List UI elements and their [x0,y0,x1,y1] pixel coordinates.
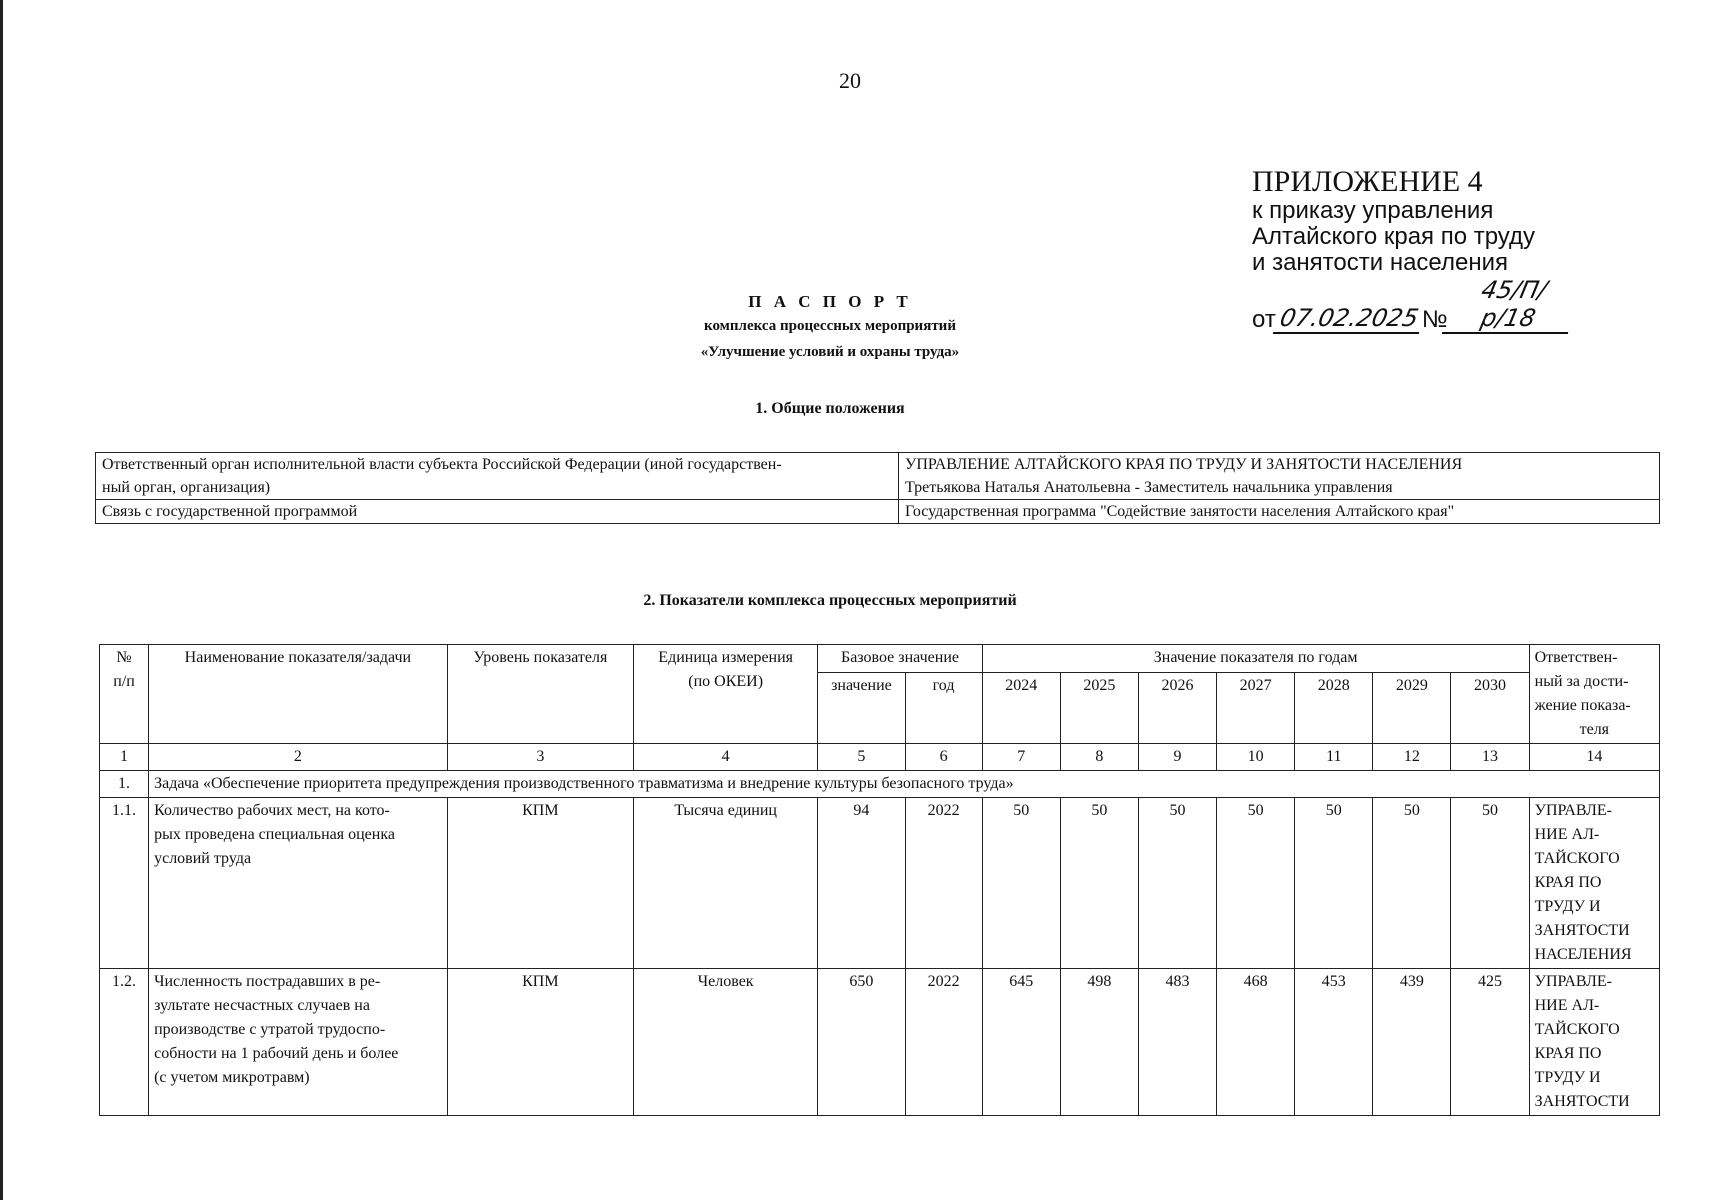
column-number: 9 [1138,744,1216,771]
number-label: № [1421,306,1448,333]
base-value: 650 [818,969,905,1116]
header-text: № [116,649,132,666]
task-num: 1. [100,771,149,798]
column-number: 12 [1373,744,1451,771]
cell-line: ЗАНЯТОСТИ [1534,1093,1630,1110]
indicator-name [149,969,448,1116]
cell-text: ный орган, организация) [102,479,271,496]
passport-title: П А С П О Р Т [748,292,912,311]
header-text: (по ОКЕИ) [688,673,764,690]
from-label: от [1252,306,1276,333]
header-year: 2029 [1373,673,1451,744]
column-number: 8 [1060,744,1138,771]
cell-line: ТРУДУ И [1534,898,1601,915]
year-value: 468 [1217,969,1295,1116]
year-value: 50 [1451,798,1529,969]
cell-line: УПРАВЛЕ- [1534,802,1612,819]
header-responsible [1529,645,1659,744]
column-number: 1 [100,744,149,771]
header-base-value: значение [818,673,905,744]
appendix-line: к приказу управления [1252,197,1494,224]
column-number: 6 [905,744,982,771]
passport-subtitle: комплекса процессных мероприятий [704,318,956,334]
year-value: 425 [1451,969,1529,1116]
year-value: 498 [1060,969,1138,1116]
column-number: 13 [1451,744,1529,771]
header-level: Уровень показателя [447,645,633,744]
passport-subtitle-2: «Улучшение условий и охраны труда» [700,344,960,360]
appendix-line: и занятости населения [1252,249,1508,276]
responsible [1529,969,1659,1116]
task-text: Задача «Обеспечение приоритета предупреждения производственного травматизма и внедрение культуры безопасного труда» [149,771,1660,798]
base-year: 2022 [905,969,982,1116]
base-year: 2022 [905,798,982,969]
cell-line: Численность пострадавших в ре- [154,973,381,990]
cell-text: Третьякова Наталья Анатольевна - Заместитель начальника управления [905,479,1393,496]
year-value: 50 [1217,798,1295,969]
year-value: 483 [1138,969,1216,1116]
column-number: 4 [634,744,818,771]
handwritten-date: 07.02.2025 [1273,304,1425,334]
column-number: 11 [1295,744,1373,771]
indicator-level: КПМ [447,798,633,969]
cell-text: Ответственный орган исполнительной власти субъекта Российской Федерации (иной государствен- [102,456,782,473]
year-value: 50 [1060,798,1138,969]
indicator-name [149,798,448,969]
column-number: 3 [447,744,633,771]
year-value: 50 [1138,798,1216,969]
table-cell: Государственная программа "Содействие занятости населения Алтайского края" [899,500,1660,524]
header-text: Ответствен- [1534,649,1618,666]
table-cell [899,453,1660,500]
base-value: 94 [818,798,905,969]
year-value: 50 [1373,798,1451,969]
general-provisions-table [95,452,1660,524]
year-value: 50 [982,798,1060,969]
header-num [100,645,149,744]
cell-line: условий труда [154,850,252,867]
section-1-title: 1. Общие положения [755,400,905,417]
table-row [100,798,1660,969]
cell-line: Количество рабочих мест, на кото- [154,802,390,819]
column-number-row [100,744,1660,771]
row-num: 1.1. [100,798,149,969]
cell-line: ЗАНЯТОСТИ [1534,922,1630,939]
year-value: 453 [1295,969,1373,1116]
year-value: 50 [1295,798,1373,969]
cell-line: рых проведена специальная оценка [154,826,395,843]
header-text: теля [1579,721,1610,738]
table-row [100,969,1660,1116]
header-year: 2030 [1451,673,1529,744]
column-number: 14 [1529,744,1659,771]
cell-line: (с учетом микротравм) [154,1069,310,1086]
appendix-title: ПРИЛОЖЕНИЕ 4 [1252,165,1483,198]
indicator-unit: Человек [634,969,818,1116]
column-number: 10 [1217,744,1295,771]
header-year: 2026 [1138,673,1216,744]
page-number: 20 [839,68,861,93]
cell-line: НИЕ АЛ- [1534,997,1600,1014]
header-row [100,645,1660,673]
cell-line: КРАЯ ПО [1534,874,1602,891]
column-number: 2 [149,744,448,771]
cell-line: НИЕ АЛ- [1534,826,1600,843]
header-text: жение показа- [1534,697,1631,714]
header-year: 2025 [1060,673,1138,744]
cell-line: ТАЙСКОГО [1534,1021,1620,1038]
section-2-title: 2. Показатели комплекса процессных мероприятий [643,592,1017,609]
cell-line: производстве с утратой трудоспо- [154,1021,386,1038]
table-row [96,500,1660,524]
cell-line: зультате несчастных случаев на [154,997,370,1014]
year-value: 645 [982,969,1060,1116]
header-year: 2027 [1217,673,1295,744]
cell-text: УПРАВЛЕНИЕ АЛТАЙСКОГО КРАЯ ПО ТРУДУ И ЗАНЯТОСТИ НАСЕЛЕНИЯ [905,456,1463,473]
responsible [1529,798,1659,969]
header-text: п/п [113,673,135,690]
header-year: 2024 [982,673,1060,744]
header-unit [634,645,818,744]
cell-line: собности на 1 рабочий день и более [154,1045,399,1062]
table-row [96,453,1660,500]
column-number: 5 [818,744,905,771]
header-text: Единица измерения [658,649,794,666]
cell-line: КРАЯ ПО [1534,1045,1602,1062]
table-cell: Связь с государственной программой [96,500,899,524]
handwritten-number: 45/П/р/18 [1441,276,1579,334]
header-year: 2028 [1295,673,1373,744]
task-row [100,771,1660,798]
page-left-border [0,0,3,1200]
row-num: 1.2. [100,969,149,1116]
cell-line: ТРУДУ И [1534,1069,1601,1086]
indicators-table [99,644,1660,1116]
indicator-unit: Тысяча единиц [634,798,818,969]
year-value: 439 [1373,969,1451,1116]
column-number: 7 [982,744,1060,771]
appendix-line: Алтайского края по труду [1252,223,1535,250]
indicator-level: КПМ [447,969,633,1116]
header-base-year: год [905,673,982,744]
header-text: ный за дости- [1534,673,1629,690]
cell-line: УПРАВЛЕ- [1534,973,1612,990]
cell-line: НАСЕЛЕНИЯ [1534,946,1632,963]
header-name: Наименование показателя/задачи [149,645,448,744]
cell-line: ТАЙСКОГО [1534,850,1620,867]
table-cell [96,453,899,500]
header-base: Базовое значение [818,645,982,673]
header-by-years: Значение показателя по годам [982,645,1529,673]
